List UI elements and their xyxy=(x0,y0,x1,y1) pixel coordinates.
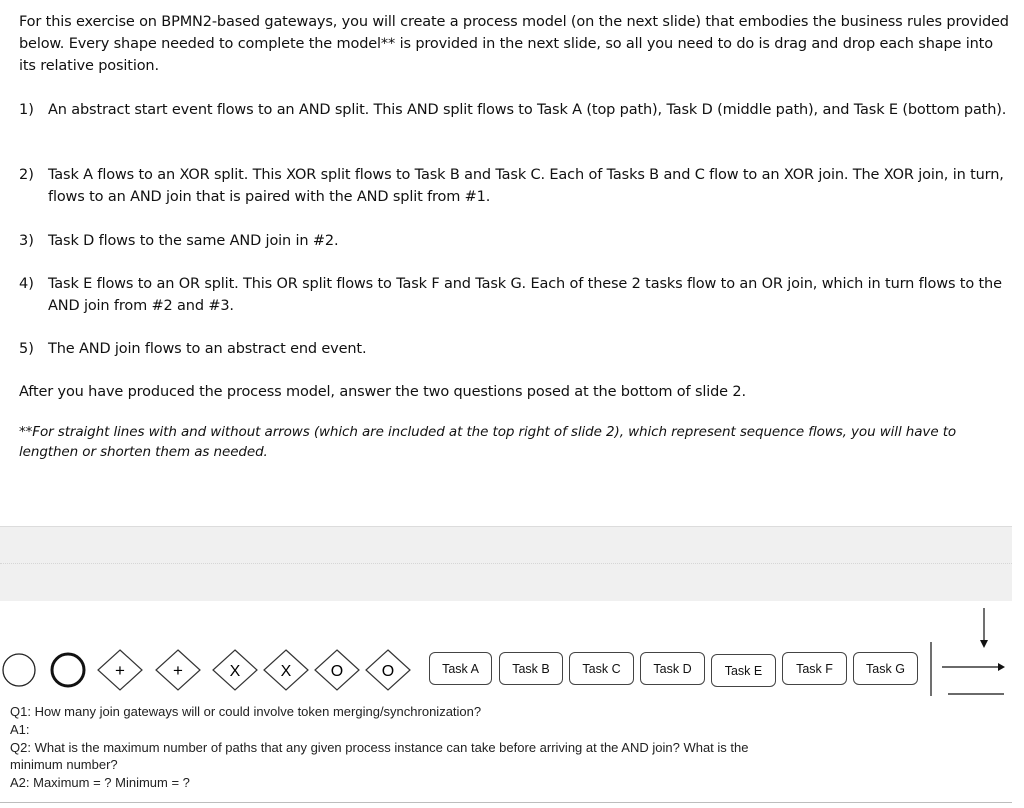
end-event-shape[interactable] xyxy=(49,652,87,688)
rule-text: An abstract start event flows to an AND split. This AND split flows to Task A (top path), Task D (middle path), and Task E (bottom path). xyxy=(48,102,1007,118)
xor-gateway-symbol: X xyxy=(280,663,292,680)
rule-number: 4) xyxy=(19,276,34,292)
task-a-shape[interactable]: Task A xyxy=(429,652,492,685)
and-gateway-symbol: + xyxy=(173,661,183,680)
instruction-paragraph: After you have produced the process model, answer the two questions posed at the bottom of slide 2. xyxy=(19,384,746,400)
xor-gateway-symbol: X xyxy=(229,663,241,680)
and-gateway-symbol: + xyxy=(115,661,125,680)
and-join-gateway[interactable] xyxy=(155,649,201,691)
start-event-shape[interactable] xyxy=(2,653,36,687)
task-e-shape[interactable]: Task E xyxy=(711,654,776,687)
xor-join-gateway[interactable] xyxy=(263,649,309,691)
task-g-shape[interactable]: Task G xyxy=(853,652,918,685)
task-d-shape[interactable]: Task D xyxy=(640,652,705,685)
question-2-line-2: minimum number? xyxy=(10,757,118,772)
question-2-line-1: Q2: What is the maximum number of paths that any given process instance can take before arriving at the AND join? What is the xyxy=(10,740,749,755)
rule-text: Task A flows to an XOR split. This XOR split flows to Task B and Task C. Each of Tasks B and C flow to an XOR join. The XOR join, in turn, flows to an AND join that is paired with the AND split from #1. xyxy=(48,167,1004,205)
slide-bottom-border xyxy=(0,802,1012,803)
answer-1[interactable]: A1: xyxy=(10,722,30,737)
rule-text: Task D flows to the same AND join in #2. xyxy=(48,233,339,249)
or-join-gateway[interactable] xyxy=(365,649,411,691)
footnote: **For straight lines with and without arrows (which are included at the top right of slide 2), which represent sequence flows, you will have to lengthen or shorten them as needed. xyxy=(19,424,957,460)
intro-paragraph: For this exercise on BPMN2-based gateways, you will create a process model (on the next slide) that embodies the business rules provided below. Every shape needed to complete the model** is provided in the next slide, so all you need to do is drag and drop each shape into its relative position. xyxy=(19,14,1009,74)
or-split-gateway[interactable] xyxy=(314,649,360,691)
question-1: Q1: How many join gateways will or could involve token merging/synchronization? xyxy=(10,704,482,719)
task-b-shape[interactable]: Task B xyxy=(499,652,563,685)
rule-number: 3) xyxy=(19,233,34,249)
rule-text: Task E flows to an OR split. This OR split flows to Task F and Task G. Each of these 2 tasks flow to an OR join, which in turn flows to the AND join from #2 and #3. xyxy=(48,276,1002,314)
task-c-shape[interactable]: Task C xyxy=(569,652,634,685)
task-f-shape[interactable]: Task F xyxy=(782,652,847,685)
or-gateway-symbol: O xyxy=(330,663,344,680)
or-gateway-symbol: O xyxy=(381,663,395,680)
rule-text: The AND join flows to an abstract end event. xyxy=(48,341,367,357)
arrow-head-right-icon xyxy=(998,663,1005,671)
slide-separator xyxy=(0,526,1012,602)
rule-number: 1) xyxy=(19,102,34,118)
rule-number: 2) xyxy=(19,167,34,183)
arrow-head-down-icon xyxy=(980,640,988,648)
xor-split-gateway[interactable] xyxy=(212,649,258,691)
rule-number: 5) xyxy=(19,341,34,357)
and-split-gateway[interactable] xyxy=(97,649,143,691)
answer-2[interactable]: A2: Maximum = ? Minimum = ? xyxy=(10,775,190,790)
sequence-flow-lines xyxy=(928,606,1008,698)
